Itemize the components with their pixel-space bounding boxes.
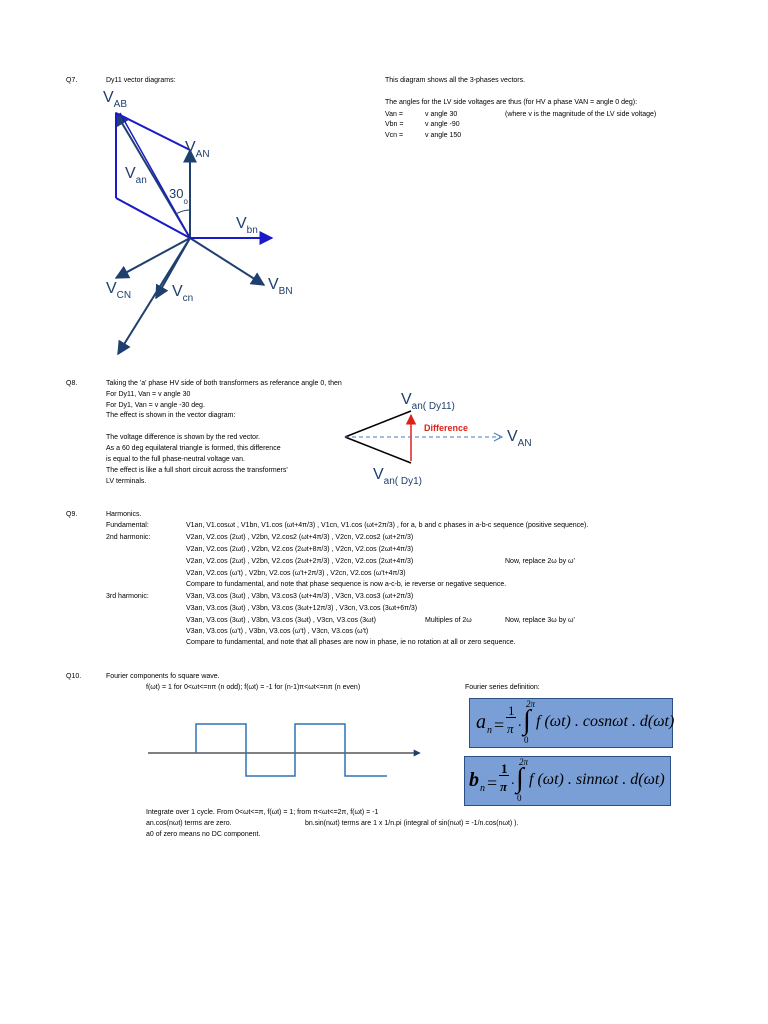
label-v-bn-lv: $V_{bn}$ <box>236 215 258 236</box>
label-v-ab: $V_{AB}$ <box>103 89 128 110</box>
q10-function-definition: f(ωt) = 1 for 0<ωt<=nπ (n odd); f(ωt) = -1 for (n-1)π<ωt<=nπ (n even) <box>146 684 361 691</box>
q8-line: The voltage difference is shown by the red vector. <box>106 434 260 441</box>
q8-line: LV terminals. <box>106 478 147 485</box>
q8-line: The effect is shown in the vector diagram: <box>106 412 236 419</box>
q9-title: Harmonics. <box>106 511 142 518</box>
label-difference: Difference <box>424 423 469 433</box>
q10-line-3: a0 of zero means no DC component. <box>146 831 261 838</box>
q8-line: For Dy11, Van = v angle 30 <box>106 391 191 398</box>
q9-h2-line: V2an, V2.cos (2ωt) , V2bn, V2.cos2 (ωt+4π/3) , V2cn, V2.cos2 (ωt+2π/3) <box>186 534 414 541</box>
q9-h2-compare: Compare to fundamental, and note that phase sequence is now a-c-b, ie reverse or negative sequence. <box>186 581 507 588</box>
q9-h2-note: Now, replace 2ω by ω' <box>505 558 575 565</box>
q9-h2-line: V2an, V2.cos (ω't) , V2bn, V2.cos (ω't+2π/3) , V2cn, V2.cos (ω't+4π/3) <box>186 570 406 577</box>
q10-title: Fourier components fo square wave. <box>106 673 220 680</box>
q8-line: is equal to the full phase-neutral voltage van. <box>106 456 245 463</box>
q7-row-value: v angle 150 <box>425 132 462 139</box>
label-v-cn-lv: $V_{cn}$ <box>172 283 194 304</box>
square-wave <box>196 724 387 776</box>
q10-series-title: Fourier series definition: <box>465 684 540 691</box>
angle-arc <box>176 210 190 214</box>
q9-h3-label: 3rd harmonic: <box>106 593 149 600</box>
label-v-bn-hv: $V_{BN}$ <box>268 276 293 297</box>
label-v-an-hv-q8: $V_{AN}$ <box>507 428 532 449</box>
q9-h3-line: V3an, V3.cos (3ωt) , V3bn, V3.cos (3ωt+12π/3) , V3cn, V3.cos (3ωt+6π/3) <box>186 605 418 612</box>
q7-row-comment: (where v is the magnitude of the LV side voltage) <box>505 111 657 118</box>
q9-fundamental-line: V1an, V1.cosωt , V1bn, V1.cos (ωt+4π/3) , V1cn, V1.cos (ωt+2π/3) , for a, b and c phases in a-b-c sequence (positive sequence). <box>186 522 589 529</box>
q9-h3-line: V3an, V3.cos (3ωt) , V3bn, V3.cos (3ωt) , V3cn, V3.cos (3ωt) <box>186 617 376 624</box>
q8-dy11-vector <box>345 411 411 437</box>
q10-line-2a: an.cos(nωt) terms are zero. <box>146 820 232 827</box>
q9-h3-multiples: Multiples of 2ω <box>425 617 472 624</box>
q9-number: Q9. <box>66 511 78 518</box>
q10-line-2b: bn.sin(nωt) terms are 1 x 1/n.pi (integral of sin(nωt) = -1/n.cos(nωt) ). <box>305 820 519 827</box>
q9-h3-line: V3an, V3.cos (ω't) , V3bn, V3.cos (ω't) , V3cn, V3.cos (ω't) <box>186 628 369 635</box>
q8-number: Q8. <box>66 380 78 387</box>
q7-note-2: The angles for the LV side voltages are thus (for HV a phase VAN = angle 0 deg): <box>385 99 638 106</box>
q9-h3-line: V3an, V3.cos (3ωt) , V3bn, V3.cos3 (ωt+4π/3) , V3cn, V3.cos3 (ωt+2π/3) <box>186 593 414 600</box>
q8-line: The effect is like a full short circuit across the transformers' <box>106 467 288 474</box>
q7-title: Dy11 vector diagrams: <box>106 77 176 84</box>
formula-a-n: a n = 1 π . 2π ∫ 0 f (ωt) . cosnωt . d(ωt) <box>469 698 673 748</box>
q9-h3-compare: Compare to fundamental, and note that all phases are now in phase, ie no rotation at all or zero sequence. <box>186 639 516 646</box>
q9-h2-label: 2nd harmonic: <box>106 534 151 541</box>
q10-number: Q10. <box>66 673 82 680</box>
label-v-an-lv: $V_{an}$ <box>125 165 147 186</box>
q10-line-1: Integrate over 1 cycle. From 0<ωt<=π, f(ωt) = 1; from π<ωt<=2π, f(ωt) = -1 <box>146 809 379 816</box>
v-bn-hv-vector <box>190 238 264 285</box>
label-angle-30: $30_o$ <box>169 186 188 206</box>
q8-line: Taking the 'a' phase HV side of both transformers as referance angle 0, then <box>106 380 342 387</box>
label-v-an-dy11: $V_{an( Dy11)}$ <box>401 391 455 412</box>
formula-b-n: b n = 1 π . 2π ∫ 0 f (ωt) . sinnωt . d(ωt) <box>464 756 671 806</box>
q8-dy1-vector <box>345 437 411 463</box>
q9-h2-line: V2an, V2.cos (2ωt) , V2bn, V2.cos (2ωt+8π/3) , V2cn, V2.cos (2ωt+4π/3) <box>186 546 414 553</box>
q7-row-name: Vcn = <box>385 132 404 139</box>
q7-note-1: This diagram shows all the 3-phases vectors. <box>385 77 526 84</box>
q7-number: Q7. <box>66 77 78 84</box>
q7-row-value: v angle -90 <box>425 121 460 128</box>
q8-line: As a 60 deg equilateral triangle is formed, this difference <box>106 445 281 452</box>
label-v-cn-hv: $V_{CN}$ <box>106 280 132 301</box>
q7-row-value: v angle 30 <box>425 111 458 118</box>
label-v-an-dy1: $V_{an( Dy1)}$ <box>373 466 423 487</box>
q8-line: For Dy1, Van = v angle -30 deg. <box>106 402 205 409</box>
q9-fundamental-label: Fundamental: <box>106 522 149 529</box>
q7-row-name: Vbn = <box>385 121 404 128</box>
q9-h2-line: V2an, V2.cos (2ωt) , V2bn, V2.cos (2ωt+2π/3) , V2cn, V2.cos (2ωt+4π/3) <box>186 558 414 565</box>
q9-h3-note: Now, replace 3ω by ω' <box>505 617 575 624</box>
label-v-an-hv: $V_{AN}$ <box>185 139 210 160</box>
q7-row-name: Van = <box>385 111 403 118</box>
